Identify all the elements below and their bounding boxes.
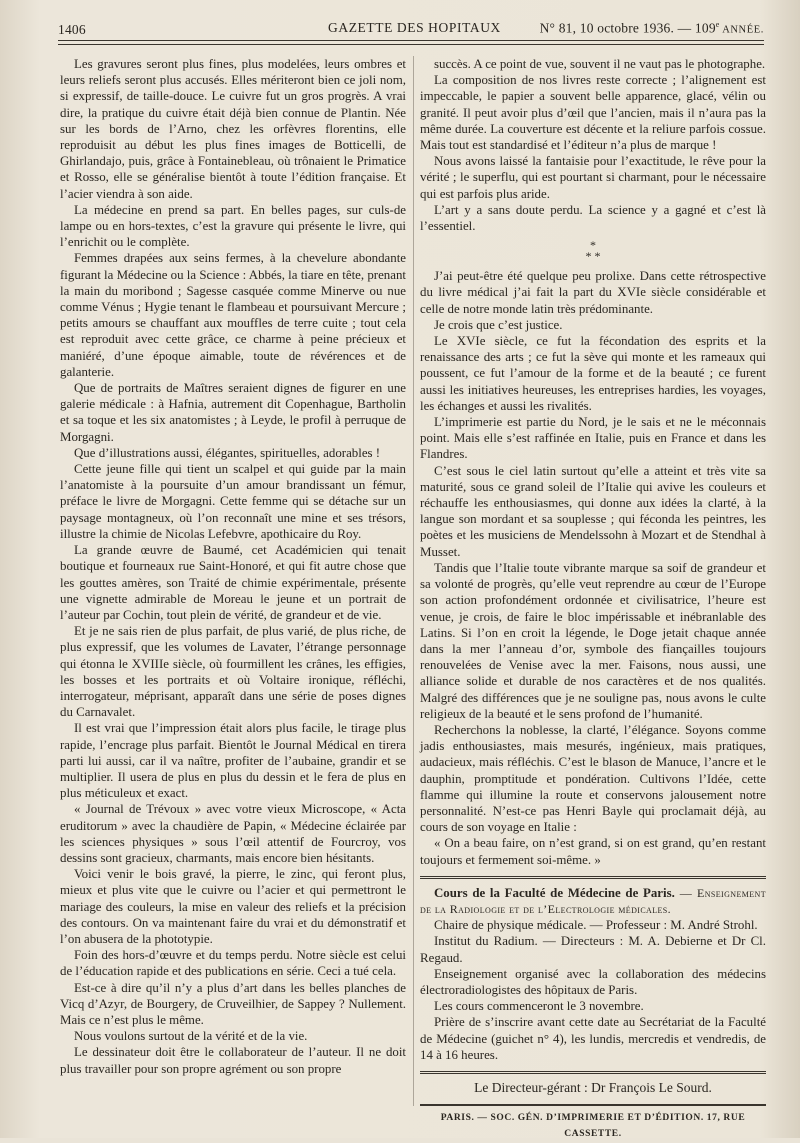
star-line-2: * *	[585, 249, 601, 264]
paragraph: Tandis que l’Italie toute vibrante marque sa soif de grandeur et sa volonté de progrès, qu’elle veut reprendre au cœur de l’Europe son action profondément ordonnée et civilisatrice, l’heure est venue, je crois, de faire le bloc impérissable et inébranlable des Latins. Si l’on en croit la légende, le Doge jetait chaque année dans la mer l’anneau d’or, symbole des fiançailles toujours renouvelées de Venise avec la mer. Faisons, nous aussi, une alliance solide et durable de nos caractères et de nos qualités. Malgré des différences que je ne souligne pas, nous avons le culte religieux de la beauté et le sens profond de l’humanité.	[420, 560, 766, 721]
right-column	[420, 56, 766, 1143]
paragraph: Voici venir le bois gravé, la pierre, le zinc, qui feront plus, mieux et plus vite que le cuivre ou l’acier et qui permettront le mariage des couleurs, la mise en valeur des reliefs et la précision des contours. On va maintenant faire du vrai et du démonstratif et l’on abusera de la phototypie.	[60, 867, 406, 946]
paragraph: Femmes drapées aux seins fermes, à la chevelure abondante figurant la Médecine ou la Science : Abbés, la tiare en tête, prenant la main du moribond ; Sagesse casquée comme Minerve ou nue comme Vénus ; Hygie tenant le flambeau et poursuivant Mercure ; petits amours se chauffant aux mouffles de terre cuite ; tout cela est reproduit avec cette grâce, ce charme à peine précieux et maniéré, d’une époque aimable, toute de révérences et de galanterie.	[60, 251, 406, 379]
paragraph: Je crois que c’est justice.	[434, 317, 563, 332]
paragraph: L’art y a sans doute perdu. La science y a gagné et c’est là l’essentiel.	[420, 202, 766, 234]
course-title: Cours de la Faculté de Médecine de Paris.	[434, 885, 675, 900]
issue-sup: e	[715, 20, 720, 29]
header-rule-top	[58, 40, 764, 41]
issue-text: N° 81, 10 octobre 1936. — 109	[539, 20, 716, 36]
paragraph: Recherchons la noblesse, la clarté, l’élégance. Soyons comme jadis enthousiastes, mais mesurés, ingénieux, mais pratiques, audacieux, mais réfléchis. C’est le blason de Manuce, l’ancre et le dauphin, promptitude et pondération. Cultivons l’Idée, cette flamme qui illumine la route et conservons jalousement notre personnalité. N’est-ce pas Henri Bayle qui proclamait déjà, au cours de son voyage en Italie :	[420, 722, 766, 835]
paragraph: Les gravures seront plus fines, plus modelées, leurs ombres et leurs reliefs seront plus accusés. Elles mériteront bien ce joli nom, si expressif, de taille-douce. Le cuivre fut un gros progrès. A vrai dire, la pratique du cuivre était déjà bien connue de Plantin. Née sur les bords de l’Arno, chez les orfèvres florentins, elle reproduisit au début les plus fines images de Botticelli, de Ghirlandajo, puis, grâce à Fontainebleau, où trônaient le Primatice et Rosso, elle se généralise bientôt à toute l’édition française. Et l’acier viendra à son aide.	[60, 57, 406, 201]
page-header	[58, 14, 764, 42]
director-separator	[420, 1071, 766, 1074]
printer-imprint: PARIS. — SOC. GÉN. D’IMPRIMERIE ET D’ÉDITION. 17, RUE CASSETTE.	[440, 1113, 746, 1140]
imprint-rule	[420, 1104, 766, 1106]
paragraph: La grande œuvre de Baumé, cet Académicien qui tenait boutique et fourneaux rue Saint-Honoré, et qui fit autre chose que les gouttes amères, son Traité de chimie expérimentale, présente une vignette admirable de Moreau le jeune et un portrait de l’auteur par Cochin, tout plein de vérité, de grandeur et de vie.	[60, 543, 406, 622]
section-stars	[420, 240, 766, 262]
paragraph: La composition de nos livres reste correcte ; l’alignement est impeccable, le papier a souvent belle apparence, glacé, vélin ou granité. Il peut avoir plus d’œil que l’ancien, mais il n’aura pas la même durée. La couverture est décente et la reliure parfois cossue. Mais tout est standardisé et l’éditeur n’a plus de marque !	[420, 73, 766, 153]
course-separator	[420, 876, 766, 879]
paragraph: C’est sous le ciel latin surtout qu’elle a atteint et très vite sa maturité, sous ce grand soleil de l’Italie qui avive les couleurs et réchauffe les enthousiasmes, qui donne aux idées la clarté, à la langue son mordant et sa souplesse ; qui féconda les peintres, les poètes et les musiciens de Mendelssohn à Mozart et de Stendhal à Musset.	[420, 463, 766, 559]
journal-title: GAZETTE DES HOPITAUX	[328, 20, 501, 35]
paragraph: Nous avons laissé la fantaisie pour l’exactitude, le rêve pour la vérité ; le superflu, qui est pourtant si charmant, pour le nécessaire qui est parfois plus aride.	[420, 154, 766, 201]
course-subtitle: — Enseignement de la Radiologie et de l’Electrologie médicales.	[420, 885, 766, 916]
paragraph: Le dessinateur doit être le collaborateur de l’auteur. Il ne doit plus travailler pour son propre agrément ou son propre	[60, 1045, 406, 1076]
course-line: Institut du Radium. — Directeurs : M. A. Debierne et Dr Cl. Regaud.	[420, 934, 766, 965]
star-line-1: *	[590, 238, 596, 253]
course-line: Enseignement organisé avec la collaboration des médecins électroradiologistes des hôpitaux de Paris.	[420, 966, 766, 997]
paragraph: Et je ne sais rien de plus parfait, de plus varié, de plus riche, de plus expressif, que les volumes de Lavater, l’étrange personnage qui étonna le XVIIIe siècle, où fourmillent les crânes, les effigies, les bosses et les portraits et où Voltaire ironique, réfléchi, interrogateur, méprisant, apparaît dans une série de poses dignes du Carnavalet.	[60, 624, 406, 720]
page-number: 1406	[58, 22, 86, 37]
paragraph: « Journal de Trévoux » avec votre vieux Microscope, « Acta eruditorum » avec la chaudière de Papin, « Médecine éclairée par les sciences physiques » sous l’œil attentif de Fourcroy, vos dessins sont gracieux, charmants, mais encore bien hésitants.	[60, 802, 406, 865]
course-lines	[420, 917, 766, 1063]
paragraph: Cette jeune fille qui tient un scalpel et qui guide par la main l’anatomiste à la poursuite d’un amour brandissant un fémur, préface le livre de Morgagni. Cette femme qui se détache sur un paysage montagneux, où l’on reconnaît une mine et ses trésors, illustre la chimie de Nicolas Lefebvre, apothicaire du Roy.	[60, 462, 406, 541]
paragraph: succès. A ce point de vue, souvent il ne vaut pas le photographe.	[434, 57, 766, 71]
paragraph: L’imprimerie est partie du Nord, je le sais et ne le méconnais point. Mais elle s’est raffinée en Italie, puis en France et dans les Flandres.	[420, 415, 766, 462]
paragraph: Foin des hors-d’œuvre et du temps perdu. Notre siècle est celui de l’éducation rapide et des publications en série. Ceci a tué cela.	[60, 948, 406, 979]
paragraph: « On a beau faire, on n’est grand, si on est grand, qu’en restant toujours et fermement soi-même. »	[420, 836, 766, 867]
course-announcement	[420, 885, 766, 1063]
paragraph: Que de portraits de Maîtres seraient dignes de figurer en une galerie médicale : à Hafnia, autrement dit Copenhague, Bartholin et sa toque et les six anatomistes ; à Leyde, le profil à perruque de Morgagni.	[60, 381, 406, 444]
paragraph: La médecine en prend sa part. En belles pages, sur culs-de lampe ou en hors-textes, c’est la gravure qui présente le livre, qui l’enrichit ou le complète.	[60, 202, 406, 250]
director-gerant: Le Directeur-gérant : Dr François Le Sourd.	[474, 1079, 712, 1095]
course-line: Prière de s’inscrire avant cette date au Secrétariat de la Faculté de Médecine (guichet n° 4), les lundis, mercredis et vendredis, de 14 à 16 heures.	[420, 1015, 766, 1062]
course-line: Les cours commenceront le 3 novembre.	[434, 999, 644, 1014]
paragraph: Il est vrai que l’impression était alors plus facile, le tirage plus rapide, l’encrage plus parfait. Bientôt le Journal Médical en tirera parti lui aussi, car il va naître, profiter de l’aubaine, grandir et se multiplier. Il usera de plus en plus du dessin et le fera de plus en plus méticuleux et exact.	[60, 721, 406, 801]
paragraph: Que d’illustrations aussi, élégantes, spirituelles, adorables !	[74, 445, 381, 460]
right-column-top	[420, 56, 766, 234]
issue-tail: ANNÉE.	[719, 24, 764, 36]
paragraph: Nous voulons surtout de la vérité et de la vie.	[74, 1029, 308, 1044]
left-column	[60, 56, 406, 1077]
paragraph: Le XVIe siècle, ce fut la fécondation des esprits et la renaissance des arts ; ce fut la sève qui monte et les rameaux qui poussent, ce fut l’amour de la forme et de la beauté ; ce furent aussi les initiatives heureuses, les entreprises hardies, les voyages, les échanges et aussi les rivalités.	[420, 334, 766, 413]
right-column-bottom	[420, 268, 766, 868]
column-divider	[413, 56, 414, 1106]
course-line: Chaire de physique médicale. — Professeur : M. André Strohl.	[434, 918, 758, 933]
paragraph: J’ai peut-être été quelque peu prolixe. Dans cette rétrospective du livre médical j’ai fait la part du XVIe siècle considérable et celle de notre monde latin très prédominante.	[420, 269, 766, 316]
paragraph: Est-ce à dire qu’il n’y a plus d’art dans les belles planches de Vicq d’Azyr, de Bourgery, de Cruveilhier, de Sappey ? Nullement. Mais ce n’est plus le même.	[60, 980, 406, 1027]
header-rule-bottom	[58, 44, 764, 45]
issue-info	[540, 20, 764, 37]
